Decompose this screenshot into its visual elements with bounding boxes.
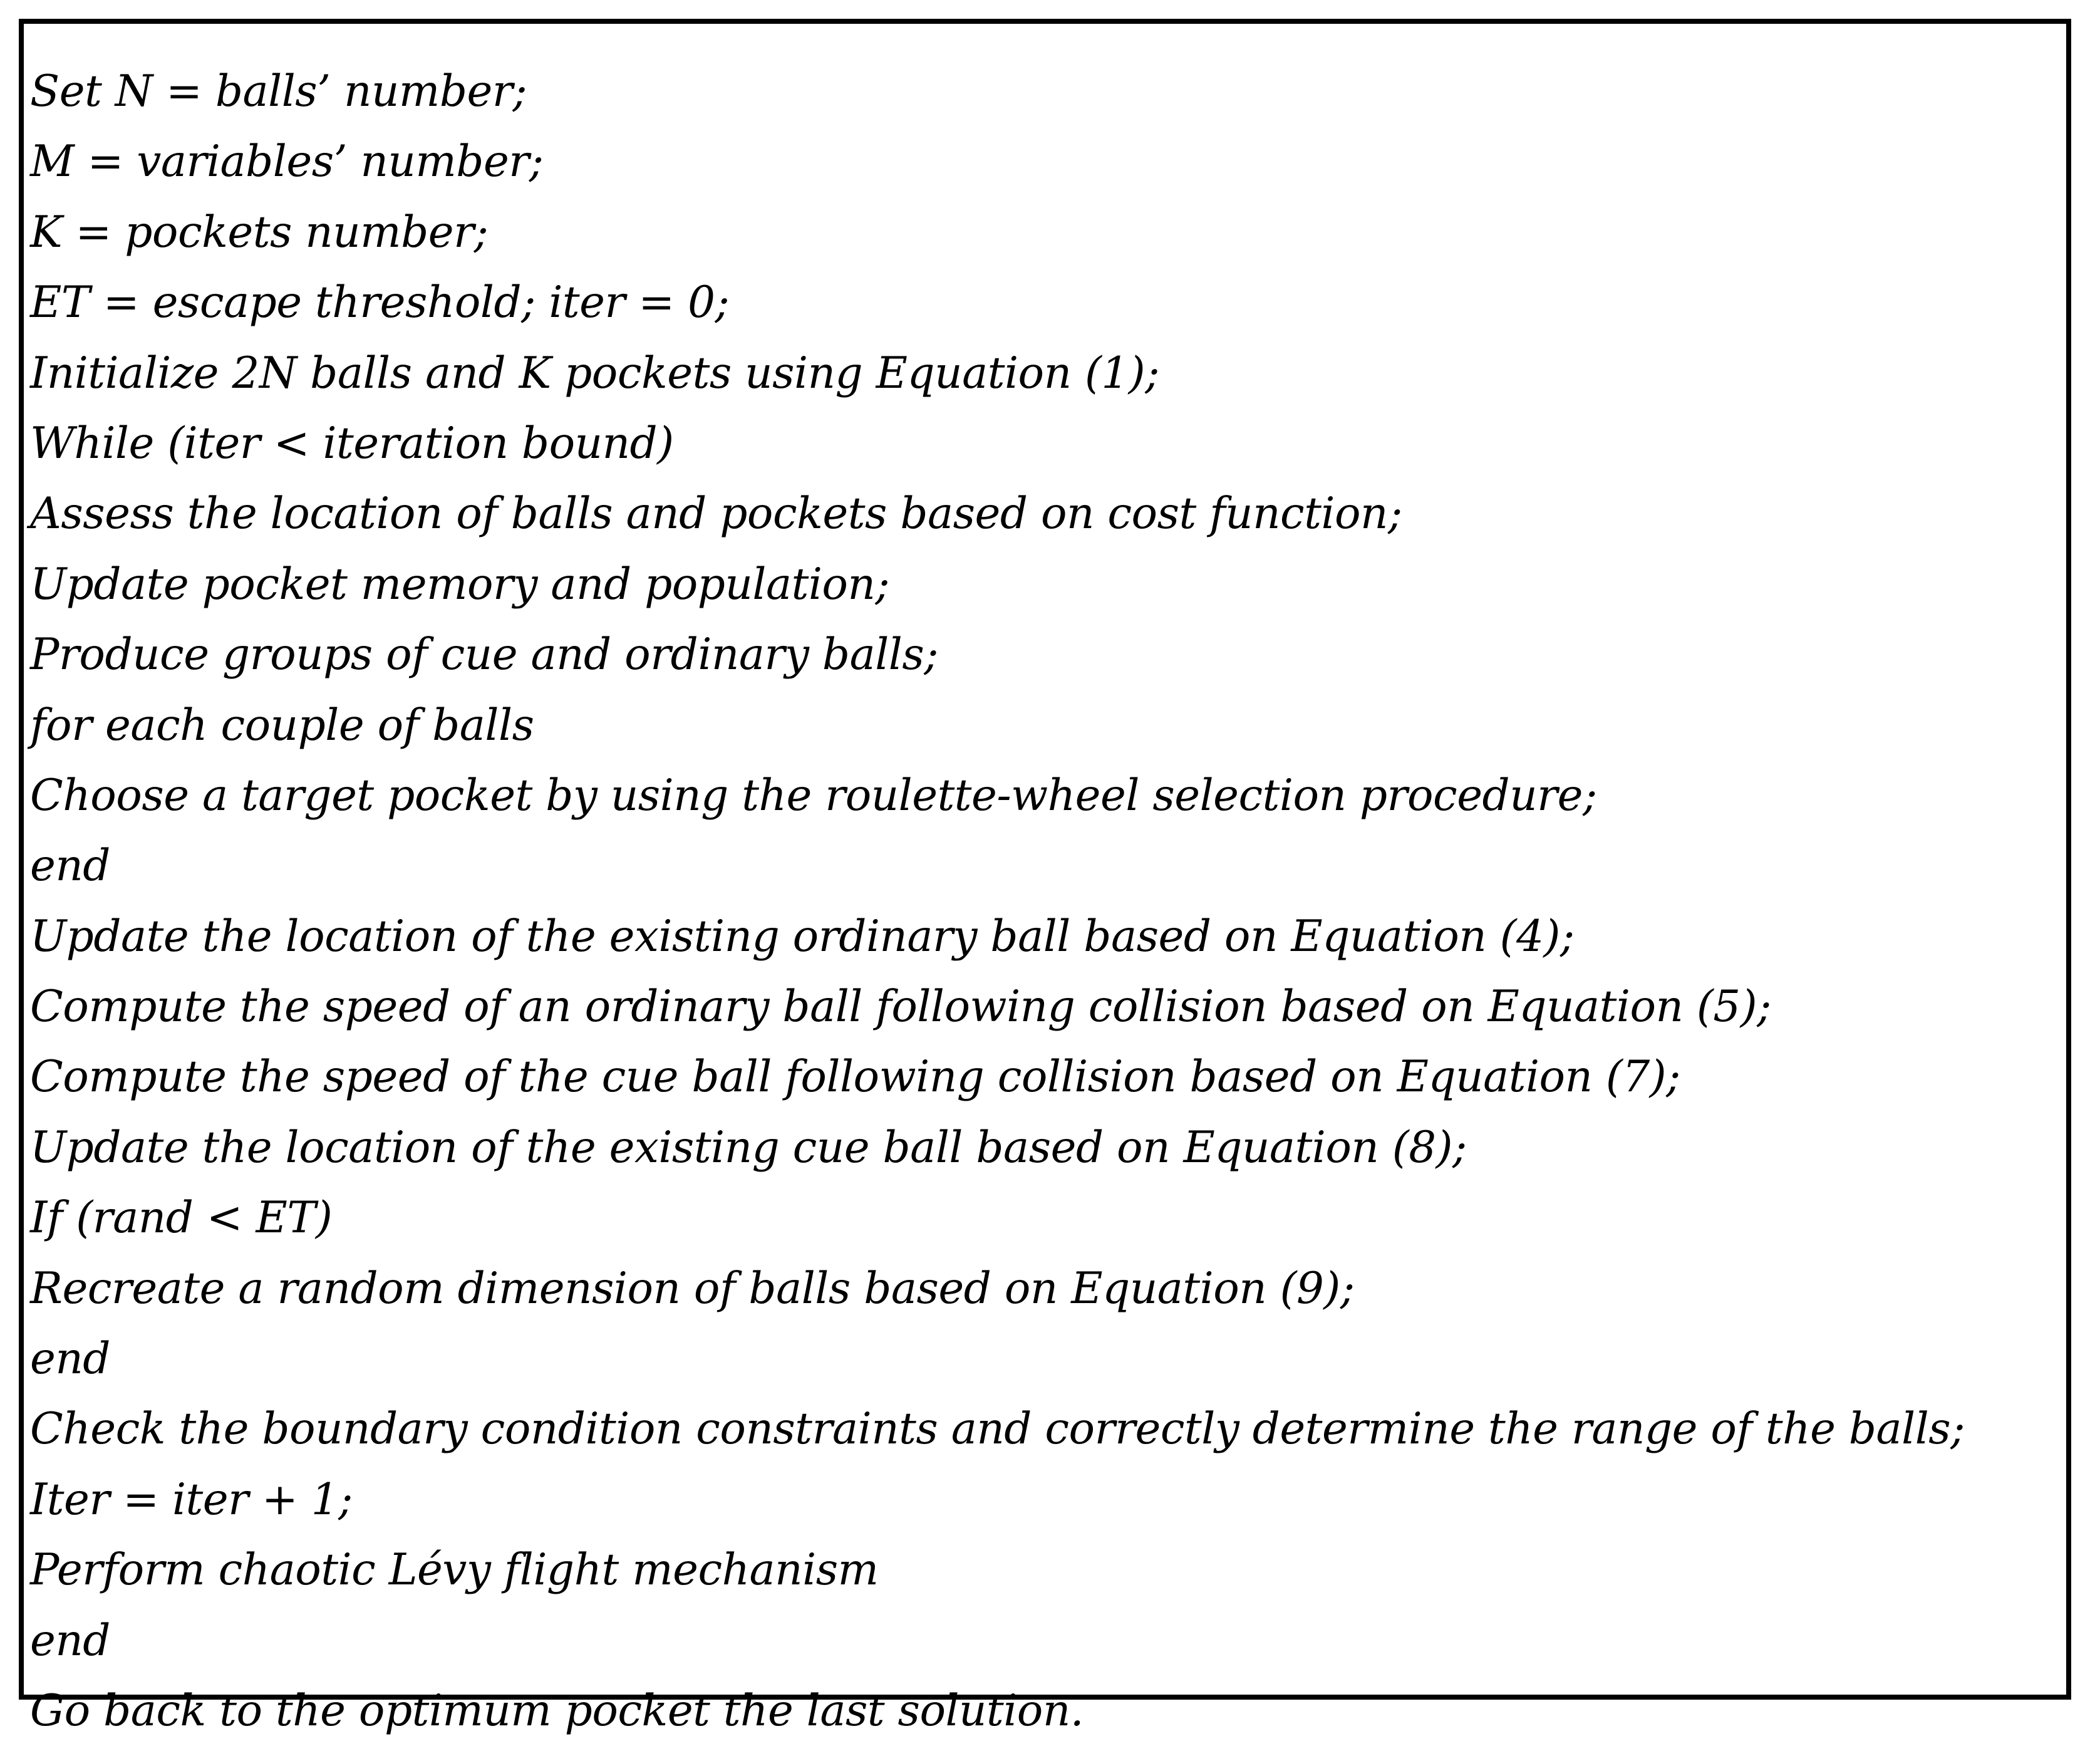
algorithm-line-9: Produce groups of cue and ordinary balls; bbox=[30, 630, 938, 680]
algorithm-line-6: While (iter < iteration bound) bbox=[30, 418, 674, 469]
algorithm-line-10: for each couple of balls bbox=[30, 700, 534, 751]
algorithm-line-20: Check the boundary condition constraints and correctly determine the range of the balls; bbox=[30, 1404, 1965, 1455]
algorithm-line-3: K = pockets number; bbox=[30, 207, 489, 257]
algorithm-line-14: Compute the speed of an ordinary ball following collision based on Equation (5); bbox=[30, 982, 1771, 1032]
algorithm-line-11: Choose a target pocket by using the roulette-wheel selection procedure; bbox=[30, 770, 1597, 821]
algorithm-line-12: end bbox=[30, 841, 110, 891]
algorithm-line-4: ET = escape threshold; iter = 0; bbox=[30, 278, 730, 328]
algorithm-line-15: Compute the speed of the cue ball following collision based on Equation (7); bbox=[30, 1052, 1680, 1103]
algorithm-line-5: Initialize 2N balls and K pockets using Equation (1); bbox=[30, 348, 1159, 398]
algorithm-line-23: end bbox=[30, 1615, 110, 1666]
algorithm-line-8: Update pocket memory and population; bbox=[30, 559, 890, 610]
algorithm-line-2: M = variables’ number; bbox=[30, 137, 544, 187]
algorithm-box bbox=[19, 19, 2071, 1736]
algorithm-line-1: Set N = balls’ number; bbox=[30, 66, 527, 117]
algorithm-line-19: end bbox=[30, 1334, 110, 1385]
algorithm-line-16: Update the location of the existing cue ball based on Equation (8); bbox=[30, 1122, 1467, 1173]
algorithm-line-7: Assess the location of balls and pockets based on cost function; bbox=[30, 489, 1402, 539]
algorithm-line-13: Update the location of the existing ordinary ball based on Equation (4); bbox=[30, 911, 1575, 962]
algorithm-line-18: Recreate a random dimension of balls based on Equation (9); bbox=[30, 1263, 1355, 1314]
algorithm-lines bbox=[30, 56, 1965, 1746]
algorithm-line-21: Iter = iter + 1; bbox=[30, 1474, 353, 1525]
algorithm-line-17: If (rand < ET) bbox=[30, 1193, 333, 1244]
algorithm-line-24: Go back to the optimum pocket the last solution. bbox=[30, 1685, 1084, 1736]
algorithm-line-22: Perform chaotic Lévy flight mechanism bbox=[30, 1545, 879, 1596]
